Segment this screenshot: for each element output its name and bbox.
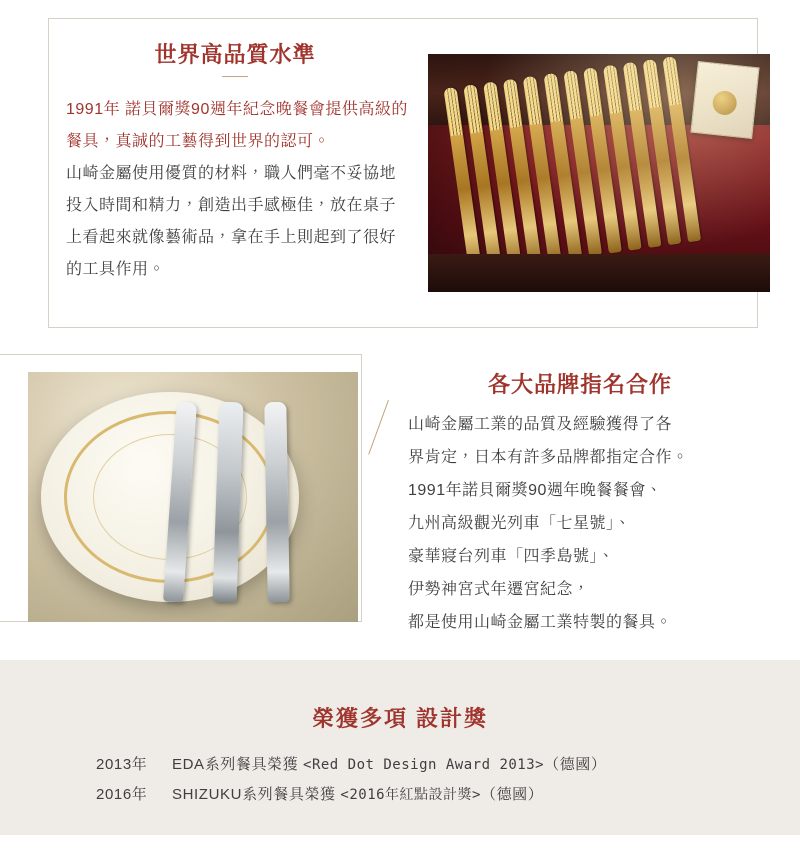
plate-cutlery-photo <box>28 372 358 622</box>
photo-case-bottom-edge <box>428 254 770 292</box>
section-one-heading: 世界高品質水準 <box>154 42 316 67</box>
award-row <box>96 750 746 780</box>
section-two-line: 伊勢神宮式年遷宮紀念， <box>408 581 590 598</box>
award-year: 2016年 <box>96 786 148 803</box>
section-two-body <box>408 408 778 639</box>
silver-knife-second <box>264 402 289 602</box>
award-title: <Red Dot Design Award 2013> <box>303 757 545 773</box>
section-brand-collaboration <box>0 340 800 640</box>
heading-divider <box>222 76 248 77</box>
section-one-paragraph-body: 山崎金屬使用優質的材料，職人們毫不妥協地投入時間和精力，創造出手感極佳，放在桌子上看起來就像藝術品，拿在手上則起到了很好的工具作用。 <box>66 165 397 278</box>
footer-strip <box>0 835 800 850</box>
certificate-card <box>691 60 760 138</box>
award-year: 2013年 <box>96 756 148 773</box>
award-text: EDA系列餐具榮獲 <box>172 756 304 773</box>
section-one-body <box>66 94 411 286</box>
seal-icon <box>712 89 738 115</box>
section-two-heading: 各大品牌指名合作 <box>487 372 672 397</box>
section-design-awards <box>0 660 800 835</box>
section-one-paragraph-highlight: 1991年 諾貝爾獎90週年紀念晚餐會提供高級的餐具，真誠的工藝得到世界的認可。 <box>66 101 408 150</box>
award-row <box>96 780 746 810</box>
section-three-heading: 榮獲多項 設計獎 <box>311 706 489 731</box>
award-title: <2016年紅點設計獎> <box>340 787 481 803</box>
section-two-line: 豪華寢台列車「四季島號」、 <box>408 548 615 565</box>
section-two-line: 都是使用山崎金屬工業特製的餐具。 <box>408 614 673 631</box>
award-text: SHIZUKU系列餐具榮獲 <box>172 786 341 803</box>
section-two-line: 界肯定，日本有許多品牌都指定合作。 <box>408 449 689 466</box>
award-region: （德國） <box>544 756 607 773</box>
heading-slash-divider <box>368 400 389 455</box>
section-world-quality <box>0 0 800 340</box>
award-region: （德國） <box>480 786 544 803</box>
section-two-line: 山崎金屬工業的品質及經驗獲得了各 <box>408 416 673 433</box>
gold-cutlery-photo <box>428 54 770 292</box>
awards-list <box>96 750 746 810</box>
section-two-line: 九州高級觀光列車「七星號」、 <box>408 515 632 532</box>
section-two-line: 1991年諾貝爾獎90週年晚餐餐會、 <box>408 482 663 499</box>
